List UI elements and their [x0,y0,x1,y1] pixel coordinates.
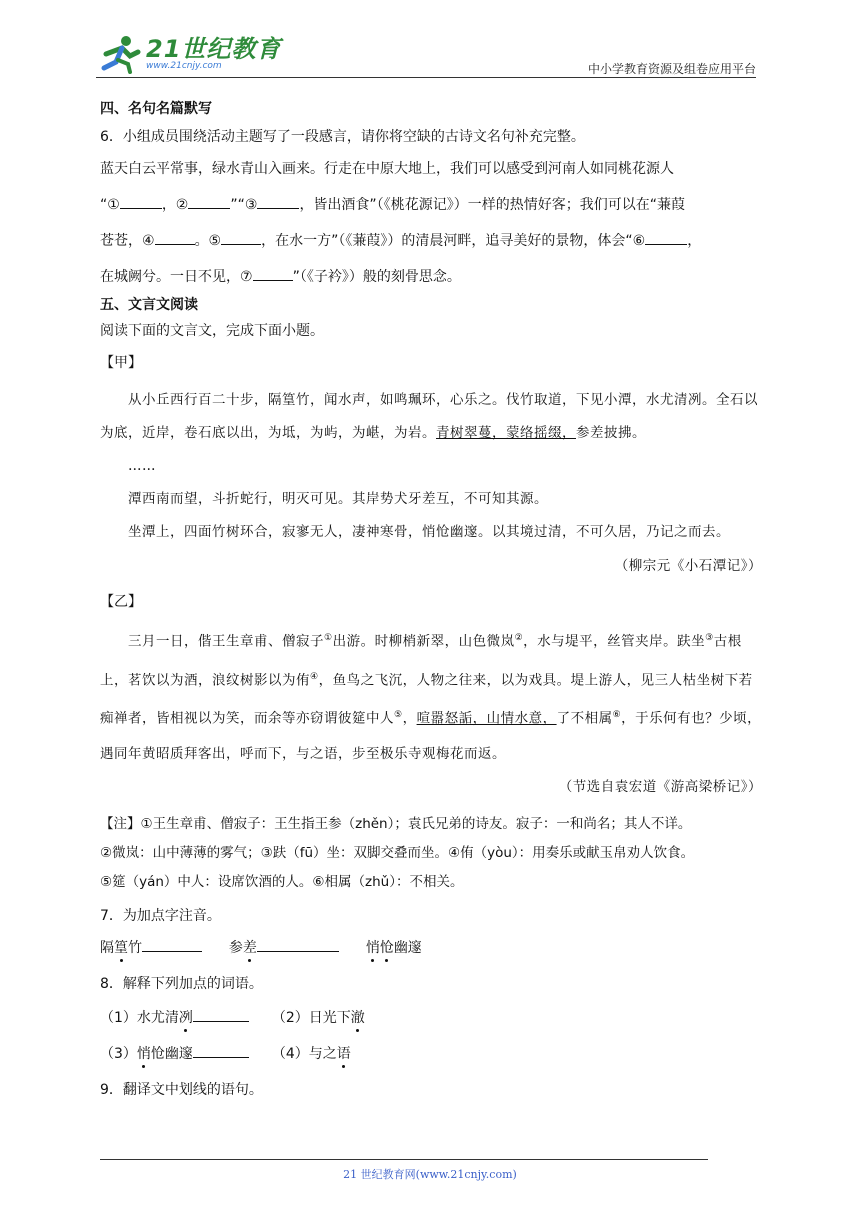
footer-text[interactable]: 21 世纪教育网(www.21cnjy.com) [343,1168,517,1181]
q8-row-2: （3）悄怆幽邃 （4）与之语 [100,1043,762,1065]
question-8: 8．解释下列加点的词语。 [100,975,263,992]
q8-blank-3[interactable] [193,1043,249,1058]
dotted-char: 差 [243,937,257,959]
header-divider [96,77,756,78]
q6-line-1: 蓝天白云平常事，绿水青山入画来。行走在中原大地上，我们可以感受到河南人如同桃花源人 [100,161,674,177]
blank-5[interactable] [221,230,261,245]
dotted-char: 悄 [366,937,380,959]
platform-name: 中小学教育资源及组卷应用平台 [587,62,756,76]
q6-line-2: “① ，② ”“③ ，皆出酒食”（《桃花源记》）一样的热情好客；我们可以在“蒹葭 [100,194,762,216]
passage-yi-para: 三月一日，偕王生章甫、僧寂子①出游。时柳梢新翠，山色微岚②，水与堤平，丝管夹岸。趺坐③古根上，茗饮以为酒，浪纹树影以为侑④，鱼鸟之飞沉，人物之往来，以为戏具。堤上游人，见三人枯坐树下若痴禅者，皆相视以为笑，而余等亦窃谓彼筵中人⑤，喧嚣怒詬，山情水意，了不相属⑥，于乐何有也？少顷，遇同年黄昭质拜客出，呼而下，与之语，步至极乐寺观梅花而返。 [100,633,762,762]
passage-jia-label: 【甲】 [100,355,142,371]
q6-line-4: 在城阙兮。一日不见，⑦ ”（《子衿》）般的刻骨思念。 [100,266,762,288]
underlined-sentence-yi: 喧嚣怒詬，山情水意， [416,710,557,727]
section-heading-5: 五、文言文阅读 [100,297,198,313]
q8-blank-1[interactable] [193,1007,249,1022]
page-content [100,96,762,1101]
blank-3[interactable] [257,194,299,209]
question-6: 6．小组成员围绕活动主题写了一段感言，请你将空缺的古诗文名句补充完整。 [100,129,585,145]
dotted-char: 语 [337,1043,351,1065]
footer-divider [100,1159,708,1160]
passage-yi-source: （节选自袁宏道《游高梁桥记》） [558,778,762,795]
logo-title: 21世纪教育 [146,35,282,63]
passage-jia-ellipsis: …… [128,458,156,474]
logo-url: www.21cnjy.com [146,61,222,71]
dotted-char: 澈 [351,1007,365,1029]
blank-4[interactable] [155,230,195,245]
note-line-2: ②微岚：山中薄薄的雾气；③趺（fū）坐：双脚交叠而坐。④侑（yòu）：用奏乐或献玉帛劝人饮食。 [100,844,695,861]
note-line-3: ⑤筵（yán）中人：设席饮酒的人。⑥相属（zhǔ）：不相关。 [100,873,464,890]
passage-jia-para-3: 坐潭上，四面竹树环合，寂寥无人，凄神寒骨，悄怆幽邃。以其境过清，不可久居，乃记之而去。 [128,524,730,540]
dotted-char: 怆 [380,937,394,959]
q7-items: 隔篁竹 参差 悄怆幽邃 [100,937,762,959]
q7-blank-1[interactable] [142,937,202,952]
passage-jia-para-1: 从小丘西行百二十步，隔篁竹，闻水声，如鸣珮环，心乐之。伐竹取道，下见小潭，水尤清冽。全石以为底，近岸，卷石底以出，为坻，为屿，为嵁，为岩。青树翠蔓，蒙络摇缀，参差披拂。 [100,392,758,441]
section-heading-4: 四、名句名篇默写 [100,101,212,117]
q7-blank-2[interactable] [257,937,339,952]
passage-yi-label: 【乙】 [100,594,142,610]
question-7: 7．为加点字注音。 [100,907,221,924]
note-line-1: 【注】①王生章甫、僧寂子：王生指王参（zhěn）；袁氏兄弟的诗友。寂子：一和尚名；其人不详。 [100,815,692,832]
runner-logo-icon [96,34,142,74]
passage-jia-source: （柳宗元《小石潭记》） [614,558,762,574]
site-logo [96,34,281,74]
dotted-char: 篁 [114,937,128,959]
question-9: 9．翻译文中划线的语句。 [100,1081,263,1098]
page-header [96,30,756,78]
blank-1[interactable] [120,194,162,209]
dotted-char: 冽 [179,1007,193,1029]
blank-2[interactable] [188,194,230,209]
underlined-sentence-jia: 青树翠蔓，蒙络摇缀， [436,425,576,441]
blank-7[interactable] [253,266,293,281]
blank-6[interactable] [645,230,687,245]
q8-row-1: （1）水尤清冽 （2）日光下澈 [100,1007,762,1029]
reading-intro: 阅读下面的文言文，完成下面小题。 [100,323,324,339]
q6-line-3: 苍苍，④ 。⑤ ，在水一方”（《蒹葭》）的清晨河畔，追寻美好的景物，体会“⑥ ， [100,230,762,252]
passage-jia-para-2: 潭西南而望，斗折蛇行，明灭可见。其岸势犬牙差互，不可知其源。 [128,491,548,507]
dotted-char: 悄 [137,1043,151,1065]
